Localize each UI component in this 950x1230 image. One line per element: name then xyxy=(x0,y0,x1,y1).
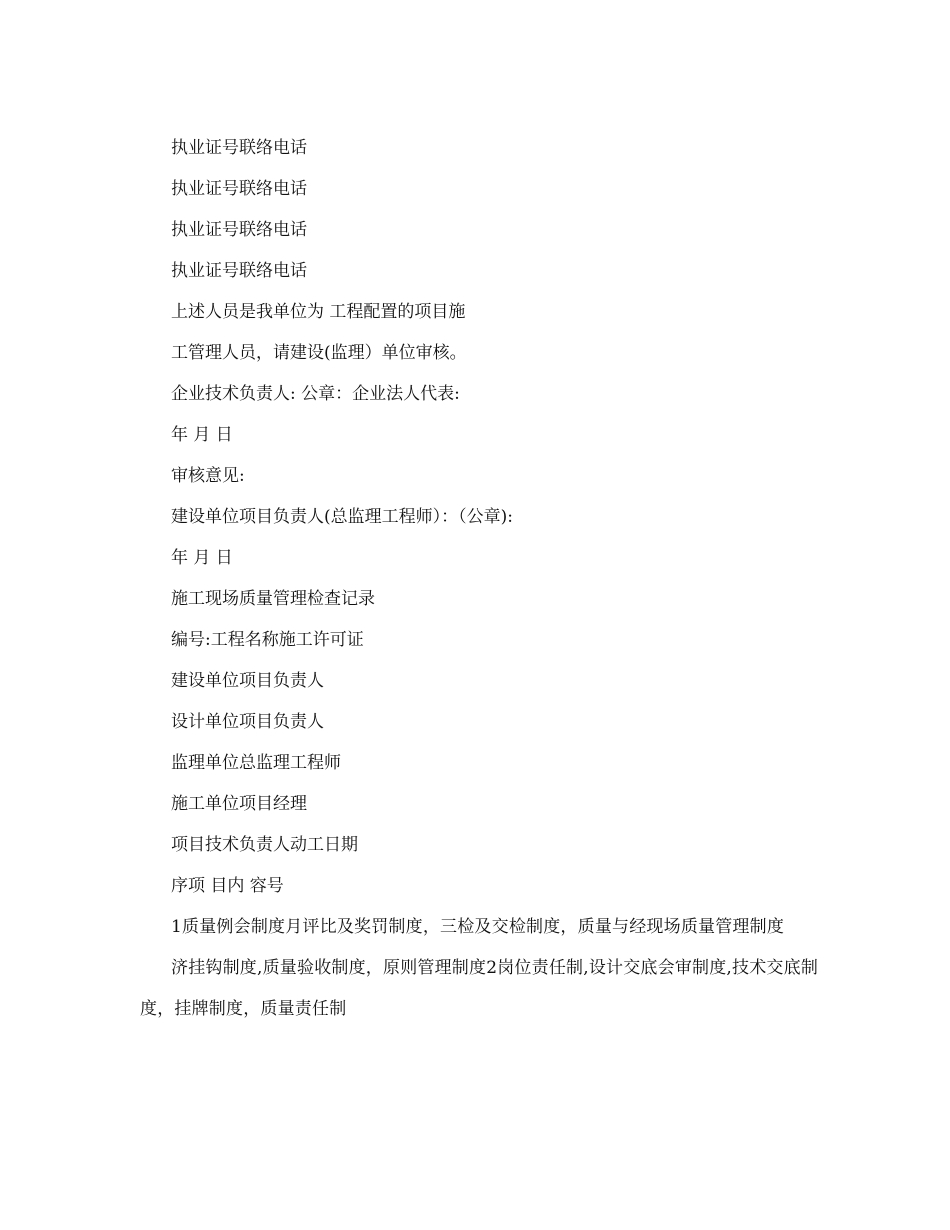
document-body xyxy=(140,128,820,1030)
table-header-line: 序项 目内 容号 xyxy=(171,876,284,896)
text-line: 执业证号联络电话 xyxy=(171,138,307,158)
body-paragraph: 1质量例会制度月评比及奖罚制度，三检及交检制度，质量与经现场质量管理制度 xyxy=(171,917,785,937)
text-line: 执业证号联络电话 xyxy=(171,220,307,240)
text-line: 执业证号联络电话 xyxy=(171,261,307,281)
text-line: 监理单位总监理工程师 xyxy=(171,753,341,773)
text-line: 编号:工程名称施工许可证 xyxy=(171,630,364,650)
body-paragraph: 济挂钩制度,质量验收制度，原则管理制度2岗位责任制,设计交底会审制度,技术交底制度，挂牌制度，质量责任制 xyxy=(140,958,819,1019)
section-title: 施工现场质量管理检查记录 xyxy=(171,589,375,609)
text-line: 上述人员是我单位为 工程配置的项目施 xyxy=(171,302,466,322)
review-opinion-label: 审核意见: xyxy=(171,466,245,486)
text-line: 建设单位项目负责人 xyxy=(171,671,324,691)
signature-line: 企业技术负责人: 公章：企业法人代表: xyxy=(171,384,460,404)
text-line: 执业证号联络电话 xyxy=(171,179,307,199)
date-line: 年 月 日 xyxy=(171,548,233,568)
text-line: 设计单位项目负责人 xyxy=(171,712,324,732)
text-line: 工管理人员，请建设(监理）单位审核。 xyxy=(171,343,467,363)
text-line: 施工单位项目经理 xyxy=(171,794,307,814)
date-line: 年 月 日 xyxy=(171,425,233,445)
text-line: 项目技术负责人动工日期 xyxy=(171,835,358,855)
signature-line: 建设单位项目负责人(总监理工程师）：（公章): xyxy=(171,507,513,527)
